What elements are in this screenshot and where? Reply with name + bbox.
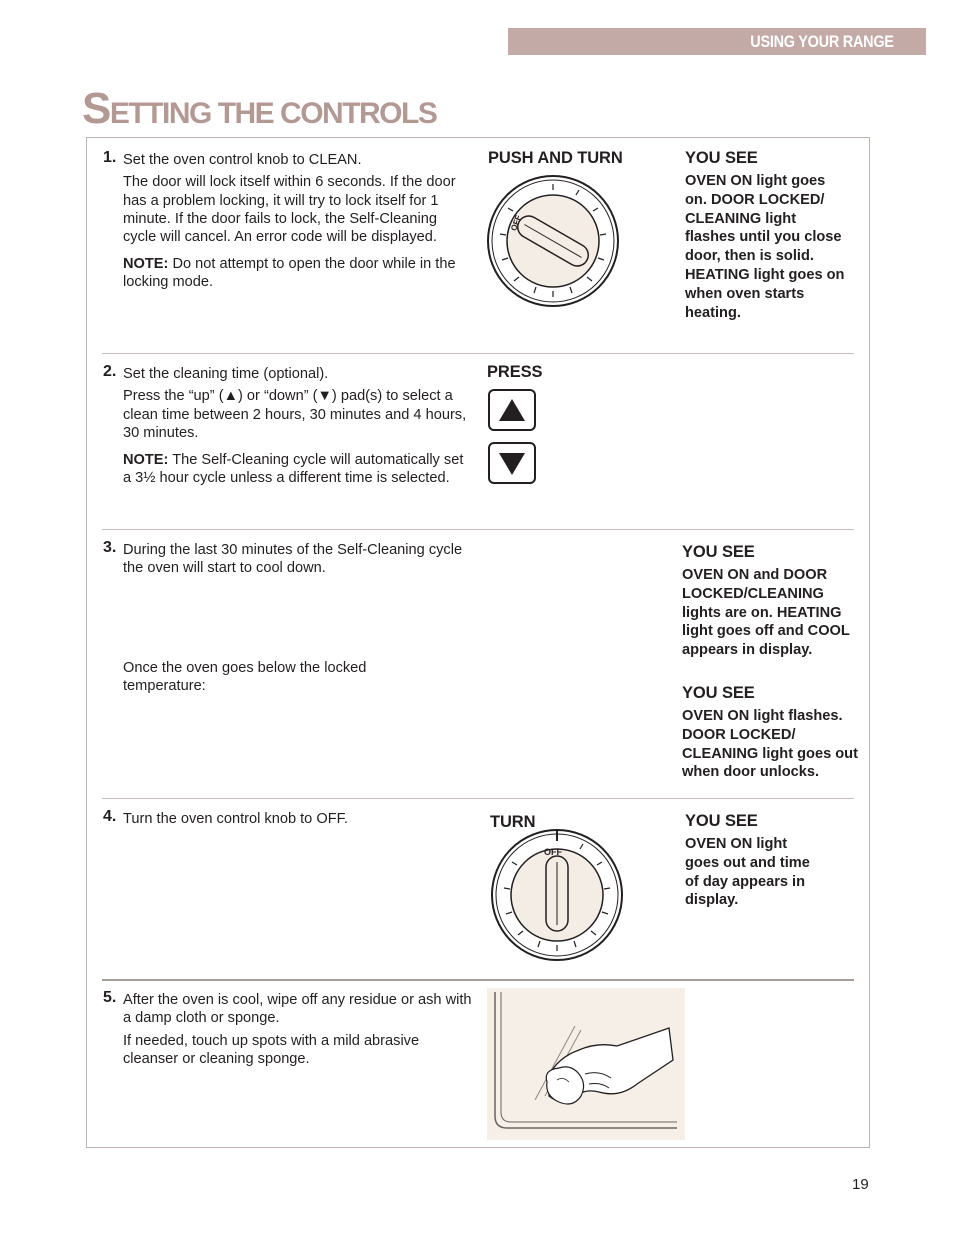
wiping-oven-illustration bbox=[487, 988, 685, 1140]
step-1-you-see-label: YOU SEE bbox=[685, 149, 758, 167]
divider-4 bbox=[102, 979, 854, 981]
title-first-letter: S bbox=[82, 84, 110, 133]
step-3-body bbox=[123, 541, 463, 586]
step-2-note bbox=[123, 451, 473, 488]
step-5-lead: After the oven is cool, wipe off any residue or ash with a damp cloth or sponge. bbox=[123, 992, 472, 1027]
oven-knob-off-icon bbox=[489, 827, 625, 963]
divider-1 bbox=[102, 353, 854, 354]
push-and-turn-label: PUSH AND TURN bbox=[488, 149, 623, 167]
up-pad-button[interactable] bbox=[488, 389, 536, 431]
down-pad-button[interactable] bbox=[488, 442, 536, 484]
step-1-detail: The door will lock itself within 6 seconds. If the door has a problem locking, it will try to lock itself for 1 minute. If the door fails to lock, the Self-Cleaning cycle will cancel. An error code will be displayed. bbox=[123, 174, 456, 246]
step-3-lead: During the last 30 minutes of the Self-Cleaning cycle the oven will start to cool down. bbox=[123, 542, 463, 577]
step-2-detail: Press the “up” (▲) or “down” (▼) pad(s) to select a clean time between 2 hours, 30 minutes and 4 hours, 30 minutes. bbox=[123, 388, 467, 441]
press-label: PRESS bbox=[487, 363, 543, 381]
step-1-you-see-text: OVEN ON light goes on. DOOR LOCKED/ CLEANING light flashes until you close door, then is solid. HEATING light goes on when oven starts heating. bbox=[685, 173, 845, 321]
knob-off-label: OFF bbox=[509, 213, 524, 233]
step-4-lead: Turn the oven control knob to OFF. bbox=[123, 811, 348, 827]
step-2-note-label: NOTE: bbox=[123, 451, 169, 468]
step-5-detail: If needed, touch up spots with a mild abrasive cleanser or cleaning sponge. bbox=[123, 1032, 420, 1067]
divider-2 bbox=[102, 529, 854, 530]
title-rest: ETTING THE CONTROLS bbox=[109, 97, 437, 130]
step-1-note bbox=[123, 255, 473, 292]
oven-knob-clean-icon bbox=[486, 174, 620, 308]
step-2-lead: Set the cleaning time (optional). bbox=[123, 366, 329, 382]
step-4-number: 4. bbox=[103, 808, 117, 825]
divider-3 bbox=[102, 798, 854, 799]
step-3-you-see-text: OVEN ON and DOOR LOCKED/CLEANING lights are on. HEATING light goes off and COOL appears in display. bbox=[682, 567, 850, 659]
step-4-you-see-text: OVEN ON light goes out and time of day appears in display. bbox=[685, 836, 810, 909]
step-1-note-text: Do not attempt to open the door while in the locking mode. bbox=[123, 255, 456, 291]
step-5-number: 5. bbox=[103, 989, 117, 1006]
step-1-lead: Set the oven control knob to CLEAN. bbox=[123, 152, 362, 168]
step-1-note-label: NOTE: bbox=[123, 255, 169, 272]
step-3-you-see-label: YOU SEE bbox=[682, 543, 755, 561]
step-2-body bbox=[123, 365, 473, 496]
step-3-you-see-text-2: OVEN ON light flashes. DOOR LOCKED/ CLEANING light goes out when door unlocks. bbox=[682, 708, 858, 781]
step-4-you-see-label: YOU SEE bbox=[685, 812, 758, 830]
step-3-second: Once the oven goes below the locked temperature: bbox=[123, 660, 367, 695]
step-3-number: 3. bbox=[103, 539, 117, 556]
turn-label: TURN bbox=[490, 813, 536, 831]
up-arrow-icon bbox=[498, 397, 526, 423]
step-3-you-see-label-2: YOU SEE bbox=[682, 684, 755, 702]
step-2-note-text: The Self-Cleaning cycle will automatically set a 3½ hour cycle unless a different time is selected. bbox=[123, 451, 464, 486]
step-1-body bbox=[123, 151, 473, 300]
step-5-body bbox=[123, 991, 478, 1077]
page-title bbox=[82, 84, 436, 134]
section-header: USING YOUR RANGE bbox=[508, 28, 926, 55]
step-2-number: 2. bbox=[103, 363, 117, 380]
down-arrow-icon bbox=[498, 450, 526, 476]
page-number: 19 bbox=[852, 1176, 869, 1193]
step-1-number: 1. bbox=[103, 149, 117, 166]
knob-off-label-2: OFF bbox=[544, 847, 562, 857]
